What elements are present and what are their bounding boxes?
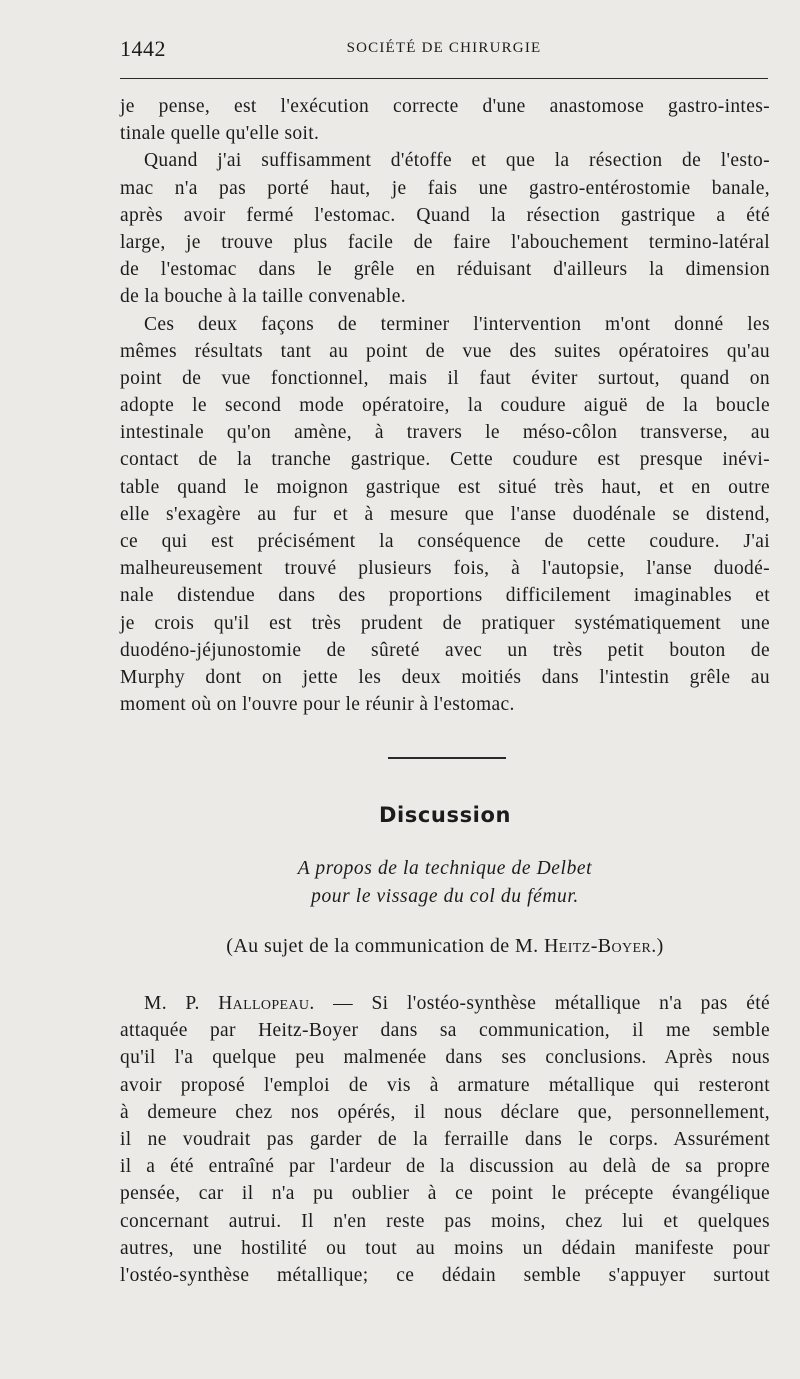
text-line: intestinale qu'on amène, à travers le méso-côlon transverse, au (120, 422, 770, 444)
speaker-line (120, 990, 770, 1017)
text-line: Murphy dont on jette les deux moitiés dans l'intestin grêle au (120, 666, 770, 688)
text-line: tinale quelle qu'elle soit. (120, 123, 320, 145)
text-line: pensée, car il n'a pu oublier à ce point le précepte évangélique (120, 1183, 770, 1205)
text-line: adopte le second mode opératoire, la coudure aiguë de la boucle (120, 395, 770, 417)
text-line: l'ostéo-synthèse métallique; ce dédain semble s'appuyer surtout (120, 1264, 770, 1286)
text-line: concernant autrui. Il n'en reste pas moins, chez lui et quelques (120, 1210, 770, 1232)
subtitle-line-1: A propos de la technique de Delbet (297, 858, 593, 879)
text-line: malheureusement trouvé plusieurs fois, à l'autopsie, l'anse duodé- (120, 558, 770, 580)
text-line: moment où on l'ouvre pour le réunir à l'estomac. (120, 694, 515, 716)
text-line: je pense, est l'exécution correcte d'une anastomose gastro-intes- (120, 96, 770, 117)
header-rule (120, 78, 768, 79)
about-prefix: (Au sujet de la communication de M. (226, 935, 539, 957)
speaker-line-rest: . — Si l'ostéo-synthèse métallique n'a pas été (309, 993, 770, 1014)
section-heading: Discussion (378, 803, 512, 827)
text-line: il a été entraîné par l'ardeur de la discussion au delà de sa propre (120, 1156, 770, 1178)
page-number: 1442 (120, 36, 166, 61)
subtitle-line-2: pour le vissage du col du fémur. (311, 886, 579, 907)
text-line: contact de la tranche gastrique. Cette coudure est presque inévi- (120, 449, 770, 471)
section-divider (388, 757, 506, 759)
about-author: Heitz-Boyer (543, 935, 652, 957)
discussion-text (120, 990, 770, 1289)
running-head (120, 36, 768, 62)
text-line: avoir proposé l'emploi de vis à armature métallique qui resteront (120, 1074, 770, 1096)
text-line: point de vue fonctionnel, mais il faut éviter surtout, quand on (120, 367, 770, 389)
speaker-name: Hallopeau (218, 993, 310, 1014)
text-line: qu'il l'a quelque peu malmenée dans ses conclusions. Après nous (120, 1047, 770, 1069)
body-text (120, 93, 770, 718)
journal-title: SOCIÉTÉ DE CHIRURGIE (346, 40, 542, 56)
text-line: ce qui est précisément la conséquence de cette coudure. J'ai (120, 531, 770, 552)
text-line: il ne voudrait pas garder de la ferraille dans le corps. Assurément (120, 1128, 770, 1150)
text-line: duodéno-jéjunostomie de sûreté avec un très petit bouton de (120, 639, 770, 661)
text-line: Ces deux façons de terminer l'intervention m'ont donné les (144, 313, 770, 335)
speaker-prefix: M. P. (144, 993, 200, 1014)
text-line: après avoir fermé l'estomac. Quand la résection gastrique a été (120, 204, 770, 226)
text-line: attaquée par Heitz-Boyer dans sa communication, il me semble (120, 1020, 770, 1042)
communication-reference (120, 935, 770, 958)
text-line: elle s'exagère au fur et à mesure que l'anse duodénale se distend, (120, 503, 770, 525)
text-line: nale distendue dans des proportions difficilement imaginables et (120, 585, 770, 607)
text-line: Quand j'ai suffisamment d'étoffe et que la résection de l'esto- (144, 150, 770, 172)
text-line: autres, une hostilité ou tout au moins un dédain manifeste pour (120, 1237, 770, 1259)
text-line: je crois qu'il est très prudent de pratiquer systématiquement une (120, 612, 770, 634)
text-line: à demeure chez nos opérés, il nous déclare que, personnellement, (120, 1101, 770, 1123)
about-suffix: .) (651, 935, 664, 957)
text-line: table quand le moignon gastrique est situé très haut, et en outre (120, 476, 770, 498)
text-line: large, je trouve plus facile de faire l'abouchement termino-latéral (120, 231, 770, 253)
text-line: de l'estomac dans le grêle en réduisant d'ailleurs la dimension (120, 259, 770, 281)
text-line: mêmes résultats tant au point de vue des suites opératoires qu'au (120, 340, 770, 362)
text-line: mac n'a pas porté haut, je fais une gastro-entérostomie banale, (120, 177, 770, 199)
text-line: de la bouche à la taille convenable. (120, 286, 407, 308)
